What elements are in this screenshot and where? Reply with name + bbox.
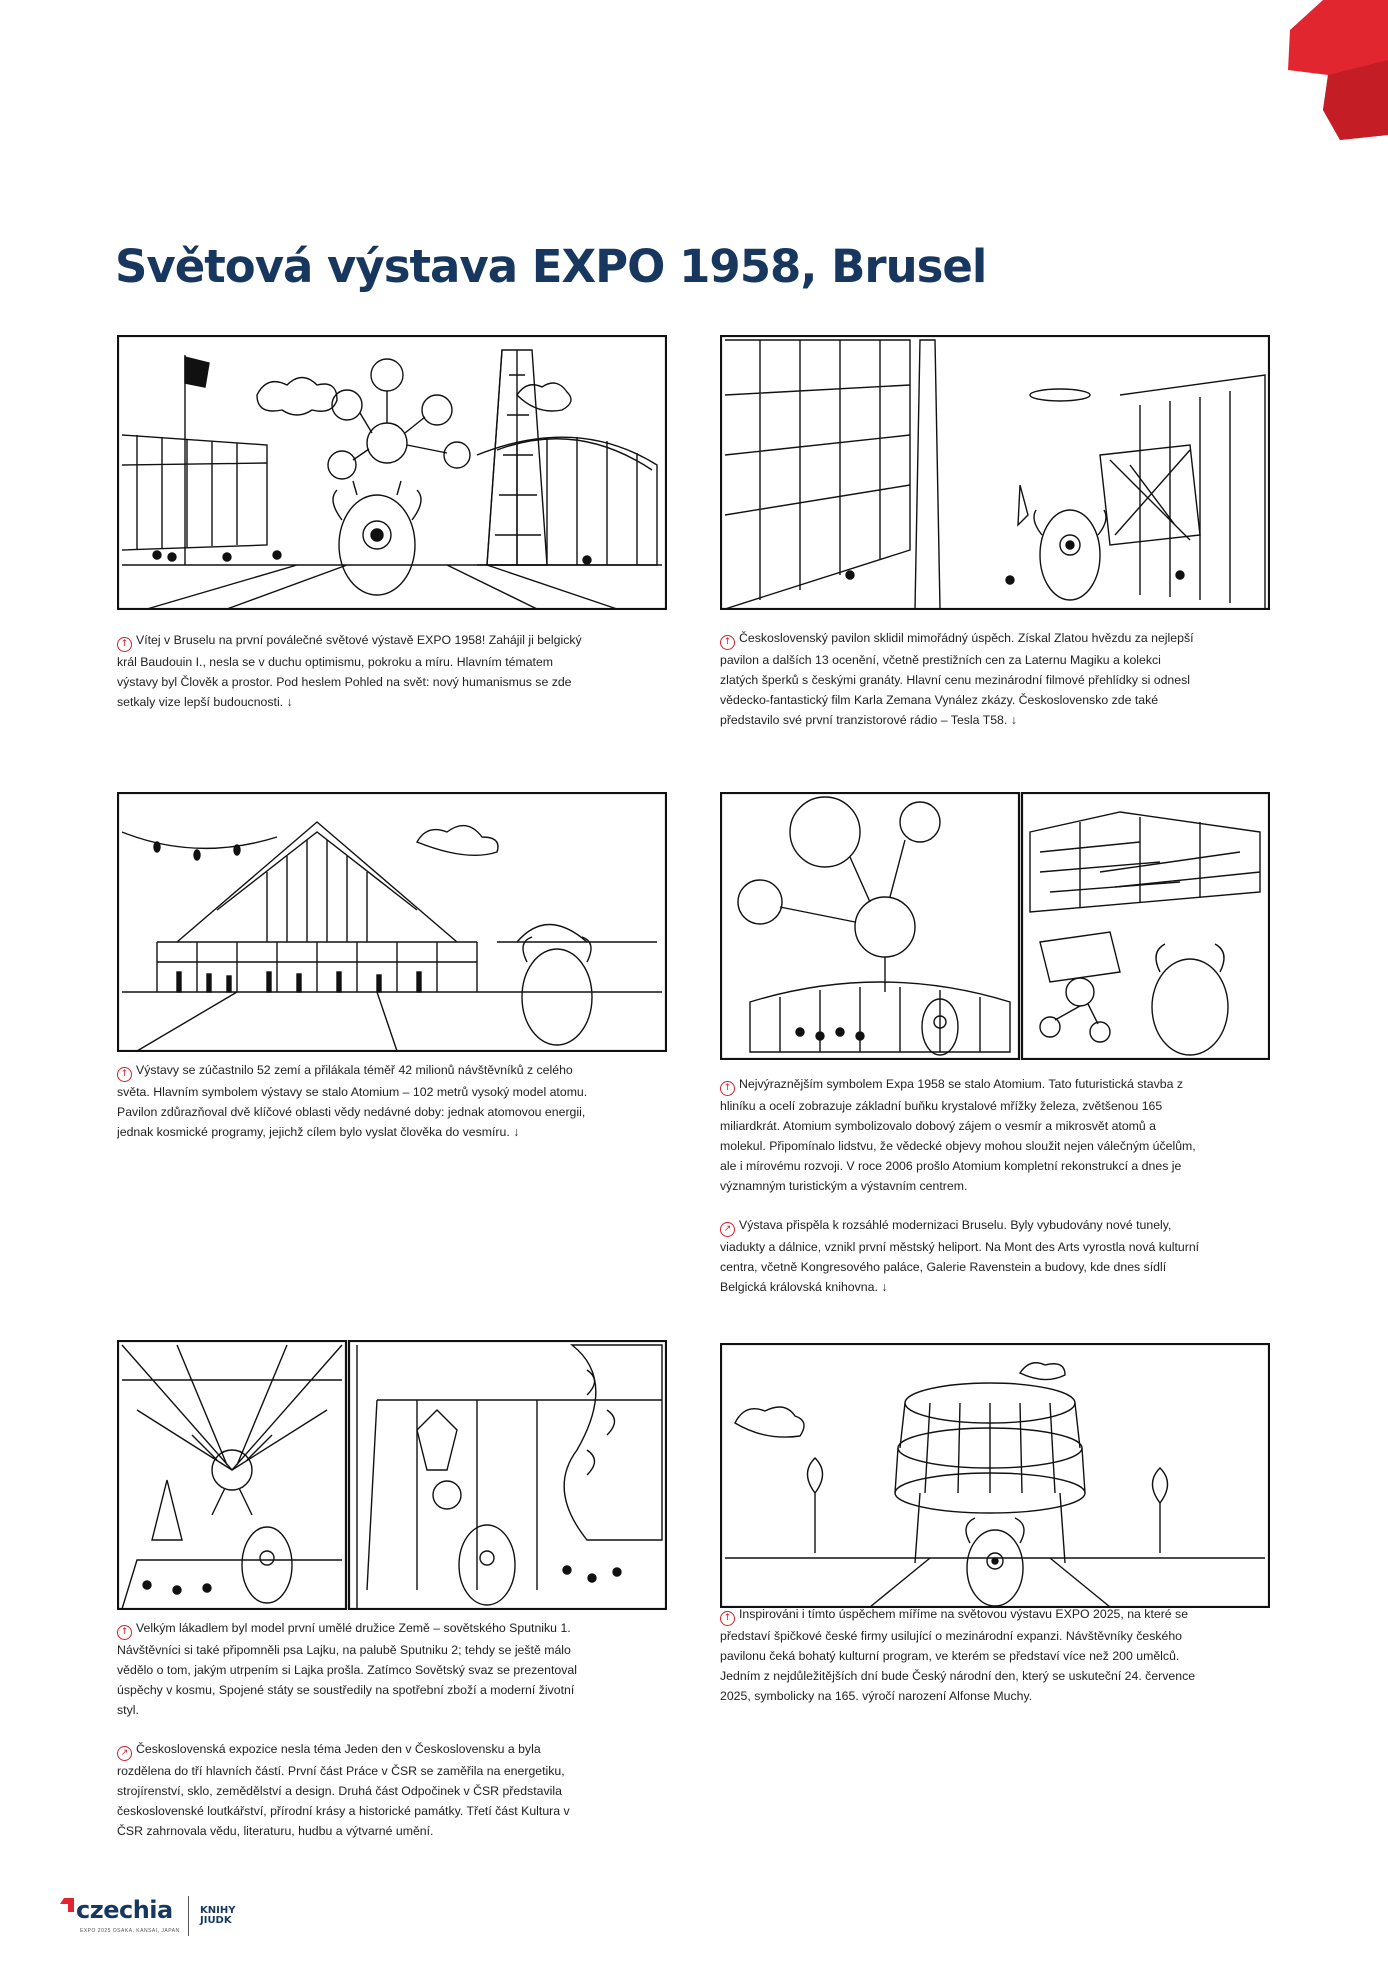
czechia-mark-icon [60,1898,74,1912]
storyboard-panel-6 [720,1343,1270,1608]
storyboard-panel-1 [117,335,667,610]
caption-panel-3 [117,1060,597,1161]
arrow-up-circle-icon: ↑ [720,635,735,650]
storyboard-panel-5 [117,1340,667,1610]
arrow-up-circle-icon: ↑ [720,1611,735,1626]
arrow-up-right-circle-icon: ↗ [720,1222,735,1237]
czechia-logo-subtitle: EXPO 2025 OSAKA, KANSAI, JAPAN [80,1928,180,1934]
caption-panel-5 [117,1618,597,1860]
caption-text: Vítej v Bruselu na první poválečné světové výstavě EXPO 1958! Zahájil ji belgický král Baudouin I., nesla se v duchu optimismu, pokroku a míru. Hlavním tématem výstavy byl Člověk a prostor. Pod heslem Pohled na svět: nový humanismus se zde setkaly vize lepší budoucnosti. ↓ [117,633,582,709]
caption-panel-2 [720,628,1200,749]
page-title: Světová výstava EXPO 1958, Brusel [115,240,987,293]
storyboard-panel-4 [720,792,1270,1060]
caption-text: Nejvýraznějším symbolem Expa 1958 se stalo Atomium. Tato futuristická stavba z hliníku a ocelí zobrazuje základní buňku krystalové mřížky železa, zvětšenou 165 miliardkrát. Atomium symbolizovalo dobový zájem o vesmír a mikrosvět atomů a molekul. Připomínalo lidstvu, že vědecké objevy mohou sloužit nejen válečným účelům, ale i mírovému rozvoji. V roce 2006 prošlo Atomium kompletní rekonstrukcí a dnes je významným turistickým a výstavním centrem. [720,1077,1196,1193]
knihy-logo: KNIHY JIUDK [200,1905,236,1926]
arrow-up-right-circle-icon: ↗ [117,1746,132,1761]
caption-text: Inspirováni i tímto úspěchem míříme na světovou výstavu EXPO 2025, na které se představí špičkové české firmy usilující o mezinárodní expanzi. Návštěvníky českého pavilonu čeká bohatý kulturní program, ve kterém se představí více než 200 umělců. Jedním z nejdůležitějších dní bude Český národní den, který se uskuteční 24. července 2025, symbolicky na 165. výročí narození Alfonse Muchy. [720,1607,1196,1703]
storyboard-panel-3 [117,792,667,1052]
caption-panel-4 [720,1074,1200,1316]
caption-panel-1 [117,630,597,731]
caption-text: Československá expozice nesla téma Jeden den v Československu a byla rozdělena do tří hlavních částí. První část Práce v ČSR se zaměřila na energetiku, strojírenství, sklo, zemědělství a design. Druhá část Odpočinek v ČSR představila československé loutkářství, přírodní krásy a historické památky. Třetí část Kultura v ČSR zahrnovala vědu, literaturu, hudbu a výtvarné umění. [117,1742,570,1838]
caption-text: Výstava přispěla k rozsáhlé modernizaci Bruselu. Byly vybudovány nové tunely, viadukty a dálnice, vznikl první městský heliport. Na Mont des Arts vyrostla nová kulturní centra, včetně Kongresového paláce, Galerie Ravenstein a budovy, kde dnes sídlí Belgická královská knihovna. ↓ [720,1218,1200,1294]
corner-red-ribbon [1228,0,1388,150]
czechia-logo: czechia [60,1896,173,1924]
caption-text: Velkým lákadlem byl model první umělé družice Země – sovětského Sputniku 1. Návštěvníci si také připomněli psa Lajku, na palubě Sputniku 2; tehdy se ještě málo vědělo o tom, jakým utrpením si Lajka prošla. Zatímco Sovětský svaz se prezentoval úspěchy v kosmu, Spojené státy se soustředily na spotřební zboží a moderní životní styl. [117,1621,577,1717]
arrow-up-circle-icon: ↑ [720,1081,735,1096]
logo-divider [188,1896,189,1936]
arrow-up-circle-icon: ↑ [117,637,132,652]
storyboard-panel-2 [720,335,1270,610]
arrow-up-circle-icon: ↑ [117,1067,132,1082]
caption-panel-6 [720,1604,1200,1725]
arrow-up-circle-icon: ↑ [117,1625,132,1640]
caption-text: Československý pavilon sklidil mimořádný úspěch. Získal Zlatou hvězdu za nejlepší pavilon a dalších 13 ocenění, včetně prestižních cen za Laternu Magiku a kolekci zlatých šperků s českými granáty. Hlavní cenu mezinárodní filmové přehlídky si odnesl vědecko-fantastický film Karla Zemana Vynález zkázy. Československo zde také představilo své první tranzistorové rádio – Tesla T58. ↓ [720,631,1194,727]
caption-text: Výstavy se zúčastnilo 52 zemí a přilákala téměř 42 milionů návštěvníků z celého světa. Hlavním symbolem výstavy se stalo Atomium – 102 metrů vysoký model atomu. Pavilon zdůrazňoval dvě klíčové oblasti vědy nedávné doby: jednak atomovou energii, jednak kosmické programy, jejichž cílem bylo vyslat člověka do vesmíru. ↓ [117,1063,588,1139]
